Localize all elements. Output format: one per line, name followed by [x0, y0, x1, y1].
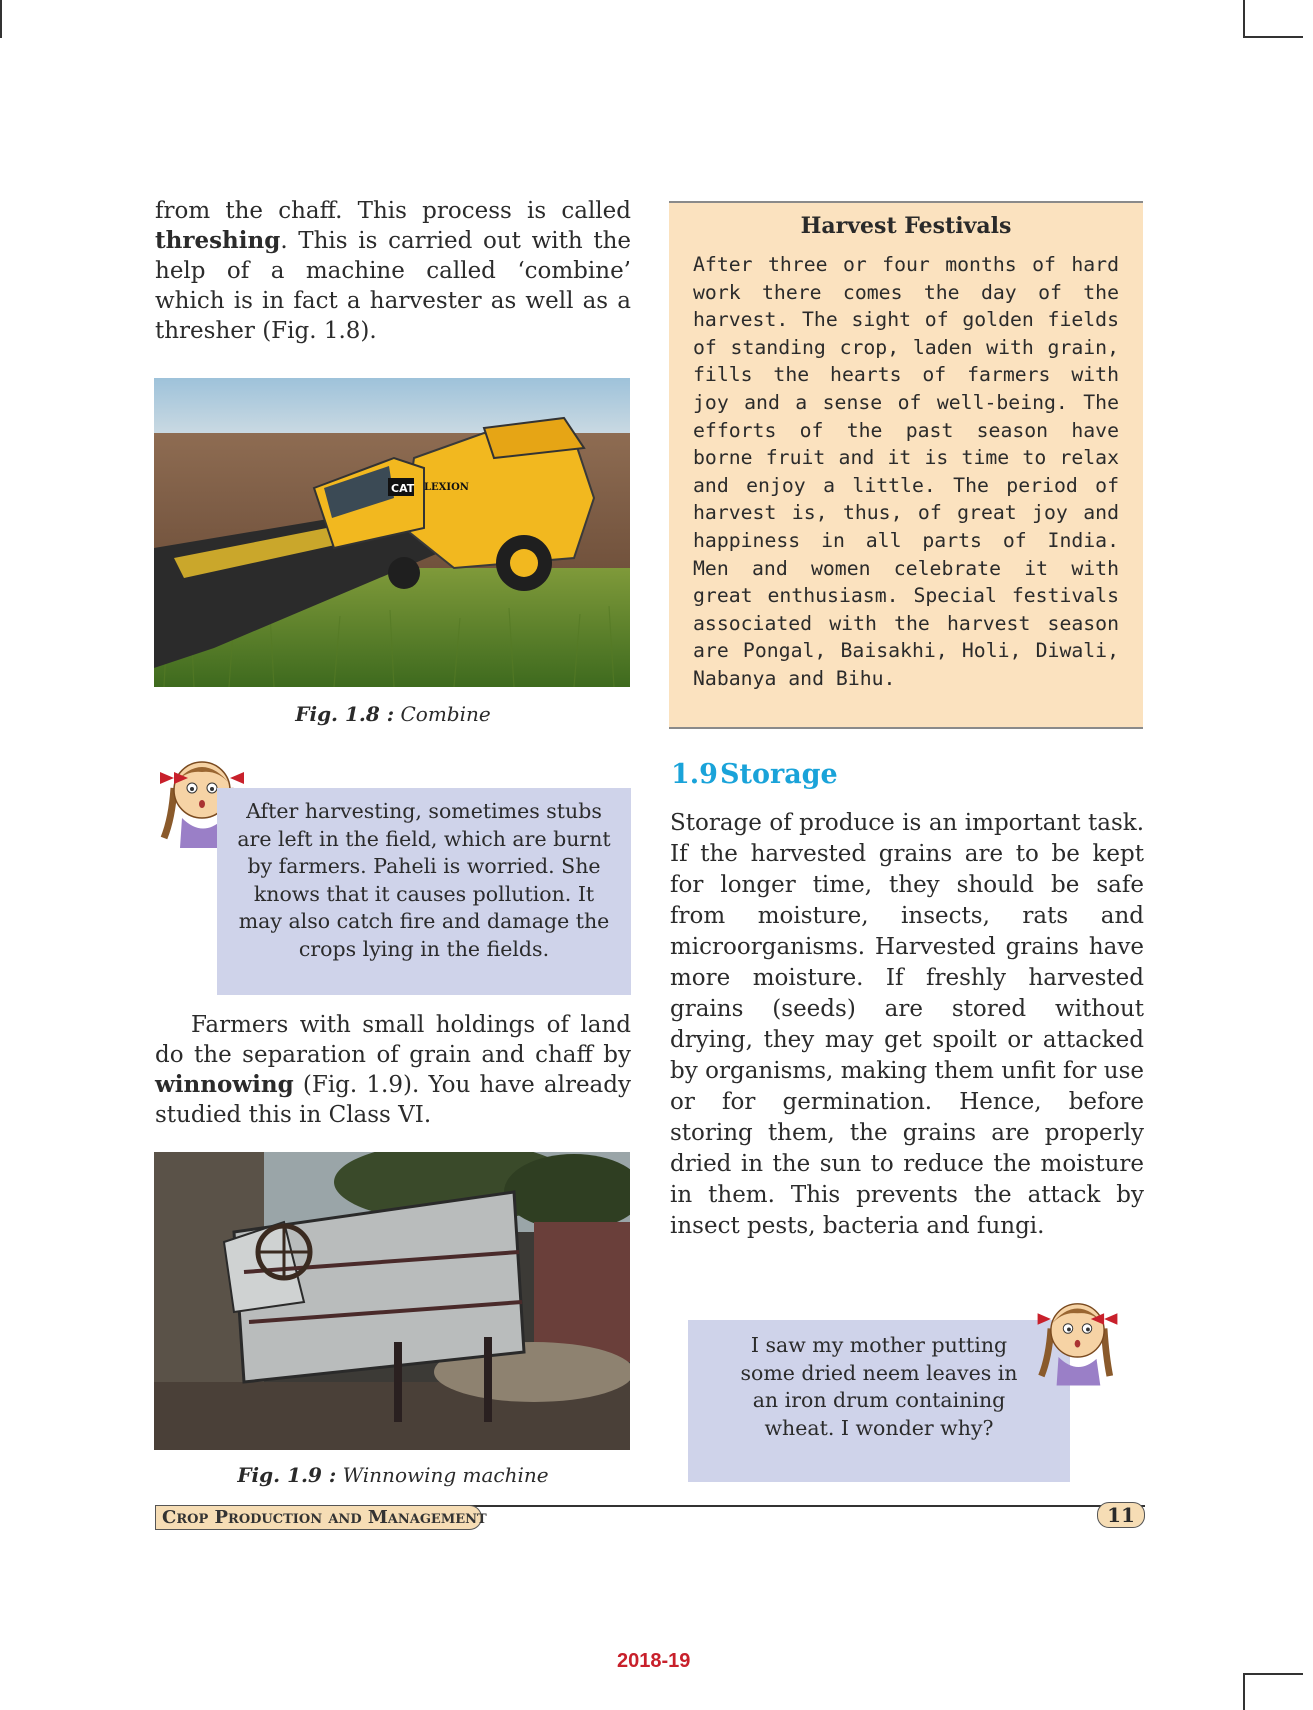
section-heading-storage [671, 759, 838, 790]
combine-brand-cat: CAT [391, 482, 415, 495]
harvest-festivals-body: After three or four months of hard work there comes the day of the harvest. The sight of golden fields of standing crop, laden with grain, fills the hearts of farmers with joy and a sense of well-being. The efforts of the past season have borne fruit and it is time to relax and enjoy a little. The period of harvest is, thus, of great joy and happiness in all parts of India. Men and women celebrate it with great enthusiasm. Special festivals associated with the harvest season are Pongal, Baisakhi, Holi, Diwali, Nabanya and Bihu. [693, 253, 1119, 690]
crop-mark-top-right-v [1243, 0, 1245, 38]
chapter-title-tab: Crop Production and Management [155, 1505, 482, 1530]
winnowing-paragraph: Farmers with small holdings of land do the separation of grain and chaff by winnowing (Fig. 1.9). You have already studied this in Class VI. [155, 1012, 631, 1128]
storage-paragraph: Storage of produce is an important task. If the harvested grains are to be kept for longer time, they should be safe from moisture, insects, rats and microorganisms. Harvested grains have more moisture. If freshly harvested grains (seeds) are stored without drying, they may get spoilt or attacked by organisms, making them unfit for use or for germination. Hence, before storing them, the grains are properly dried in the sun to reduce the moisture in them. This prevents the attack by insect pests, bacteria and fungi. [670, 810, 1144, 1239]
section-number: 1.9 [671, 759, 718, 790]
fig-1-8-caption: Fig. 1.8 : Combine [295, 702, 491, 726]
harvest-festivals-title: Harvest Festivals [800, 213, 1012, 239]
harvest-festivals-box [669, 201, 1143, 729]
paheli-note-neem: I saw my mother putting some dried neem leaves in an iron drum containing wheat. I wonder why? [688, 1320, 1070, 1482]
paheli-character-icon-2 [1030, 1288, 1125, 1388]
paheli-note-stubble: After harvesting, sometimes stubs are left in the field, which are burnt by farmers. Paheli is worried. She knows that it causes pollution. It may also catch fire and damage the crops lying in the fields. [217, 788, 631, 995]
winnowing-machine-photo [154, 1152, 630, 1450]
fig-1-9-caption: Fig. 1.9 : Winnowing machine [237, 1463, 549, 1487]
threshing-paragraph: from the chaff. This process is called threshing. This is carried out with the help of a machine called ‘combine’ which is in fact a harvester as well as a thresher (Fig. 1.8). [155, 198, 631, 344]
edition-year: 2018-19 [617, 1650, 691, 1672]
crop-mark-bottom-right-h [1243, 1673, 1303, 1675]
crop-mark-top-left [0, 0, 2, 38]
section-title: Storage [719, 759, 838, 790]
page-number: 11 [1097, 1502, 1145, 1528]
threshing-term: threshing [155, 227, 281, 254]
winnowing-term: winnowing [155, 1071, 294, 1098]
combine-photo [154, 378, 630, 687]
crop-mark-top-right-h [1243, 36, 1303, 38]
combine-brand-lexion: LEXION [424, 482, 469, 493]
crop-mark-bottom-right-v [1243, 1673, 1245, 1710]
